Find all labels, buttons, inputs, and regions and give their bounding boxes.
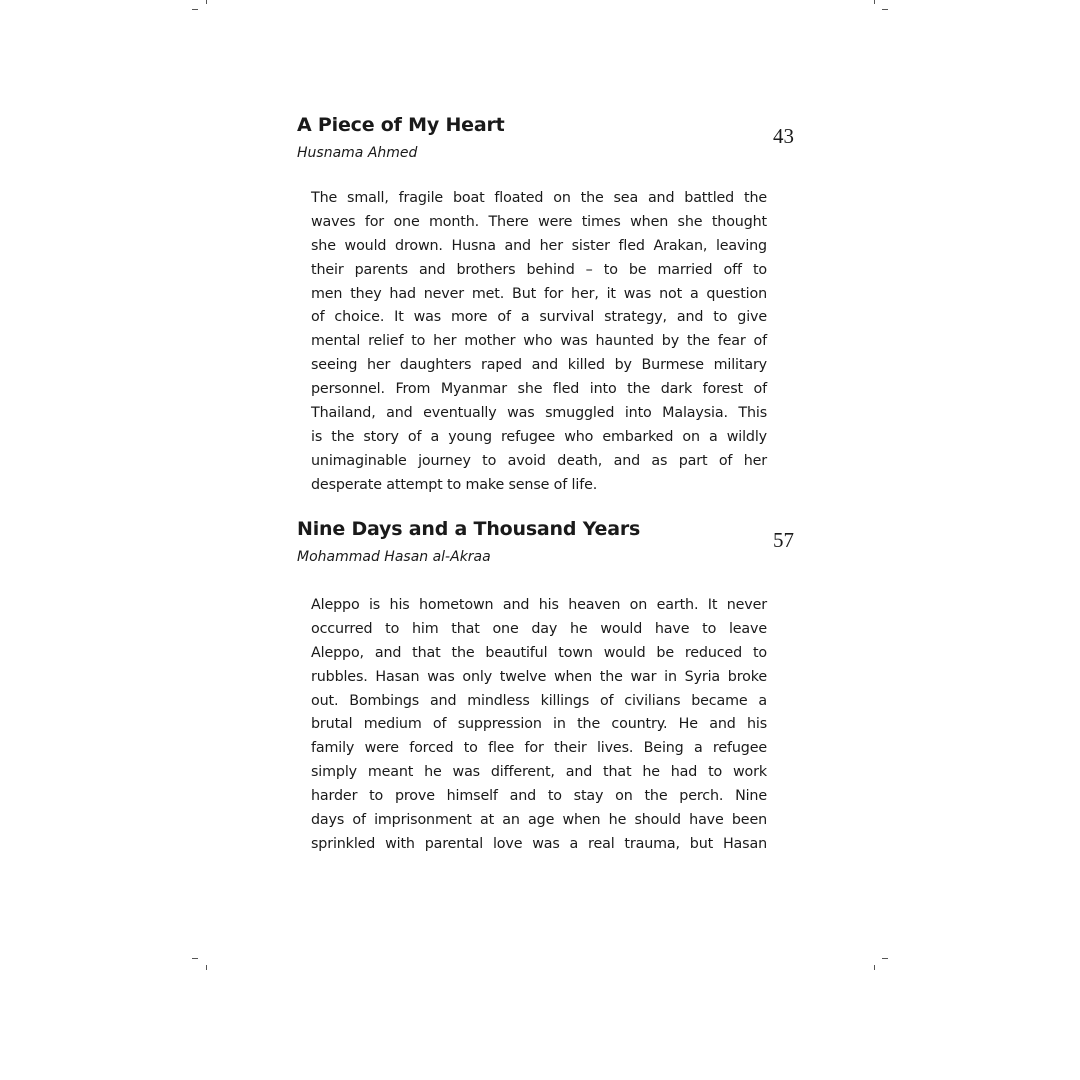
crop-mark-top-right-h: [882, 9, 888, 10]
summary-line: The small, fragile boat floated on the sea and battled the: [311, 190, 767, 206]
summary-line: mental relief to her mother who was haunted by the fear of: [311, 333, 767, 350]
summary-line: is the story of a young refugee who embarked on a wildly: [311, 428, 767, 445]
summary-line: unimaginable journey to avoid death, and as part of her: [311, 452, 767, 469]
summary-line: she would drown. Husna and her sister fled Arakan, leaving: [311, 237, 767, 254]
entry-title: A Piece of My Heart: [297, 114, 505, 136]
summary-line: waves for one month. There were times when she thought: [311, 213, 767, 230]
summary-line: of choice. It was more of a survival strategy, and to give: [311, 309, 767, 326]
crop-mark-bottom-left-v: [206, 965, 207, 970]
summary-line: out. Bombings and mindless killings of civilians became a: [311, 692, 767, 709]
summary-line: Thailand, and eventually was smuggled into Malaysia. This: [311, 405, 767, 422]
summary-line: days of imprisonment at an age when he should have been: [311, 812, 767, 829]
crop-mark-top-left-v: [206, 0, 207, 4]
summary-line: rubbles. Hasan was only twelve when the war in Syria broke: [311, 668, 767, 685]
summary-line: occurred to him that one day he would have to leave: [311, 620, 767, 637]
summary-line: brutal medium of suppression in the country. He and his: [311, 716, 767, 733]
entry-author: Husnama Ahmed: [297, 145, 418, 161]
entry-page-number: 57: [773, 528, 794, 552]
entry-summary: [311, 594, 767, 857]
crop-mark-top-left-h: [192, 9, 198, 10]
summary-line: personnel. From Myanmar she fled into the dark forest of: [311, 381, 767, 398]
crop-mark-bottom-left-h: [192, 958, 198, 959]
summary-line: desperate attempt to make sense of life.: [311, 476, 598, 493]
crop-mark-bottom-right-h: [882, 958, 888, 959]
summary-line: Aleppo is his hometown and his heaven on earth. It never: [311, 597, 767, 613]
summary-line: harder to prove himself and to stay on the perch. Nine: [311, 788, 767, 805]
summary-line: their parents and brothers behind – to be married off to: [311, 261, 767, 278]
summary-line: Aleppo, and that the beautiful town would be reduced to: [311, 644, 767, 661]
crop-mark-bottom-right-v: [874, 965, 875, 970]
summary-line: simply meant he was different, and that he had to work: [311, 764, 767, 781]
summary-line: seeing her daughters raped and killed by Burmese military: [311, 357, 767, 374]
crop-mark-top-right-v: [874, 0, 875, 4]
summary-line: men they had never met. But for her, it was not a question: [311, 285, 767, 302]
entry-summary: [311, 187, 767, 498]
entry-page-number: 43: [773, 124, 794, 148]
entry-title: Nine Days and a Thousand Years: [297, 518, 641, 540]
entry-author: Mohammad Hasan al-Akraa: [297, 549, 491, 565]
summary-line: family were forced to flee for their lives. Being a refugee: [311, 740, 767, 757]
summary-line: sprinkled with parental love was a real trauma, but Hasan: [311, 835, 767, 852]
